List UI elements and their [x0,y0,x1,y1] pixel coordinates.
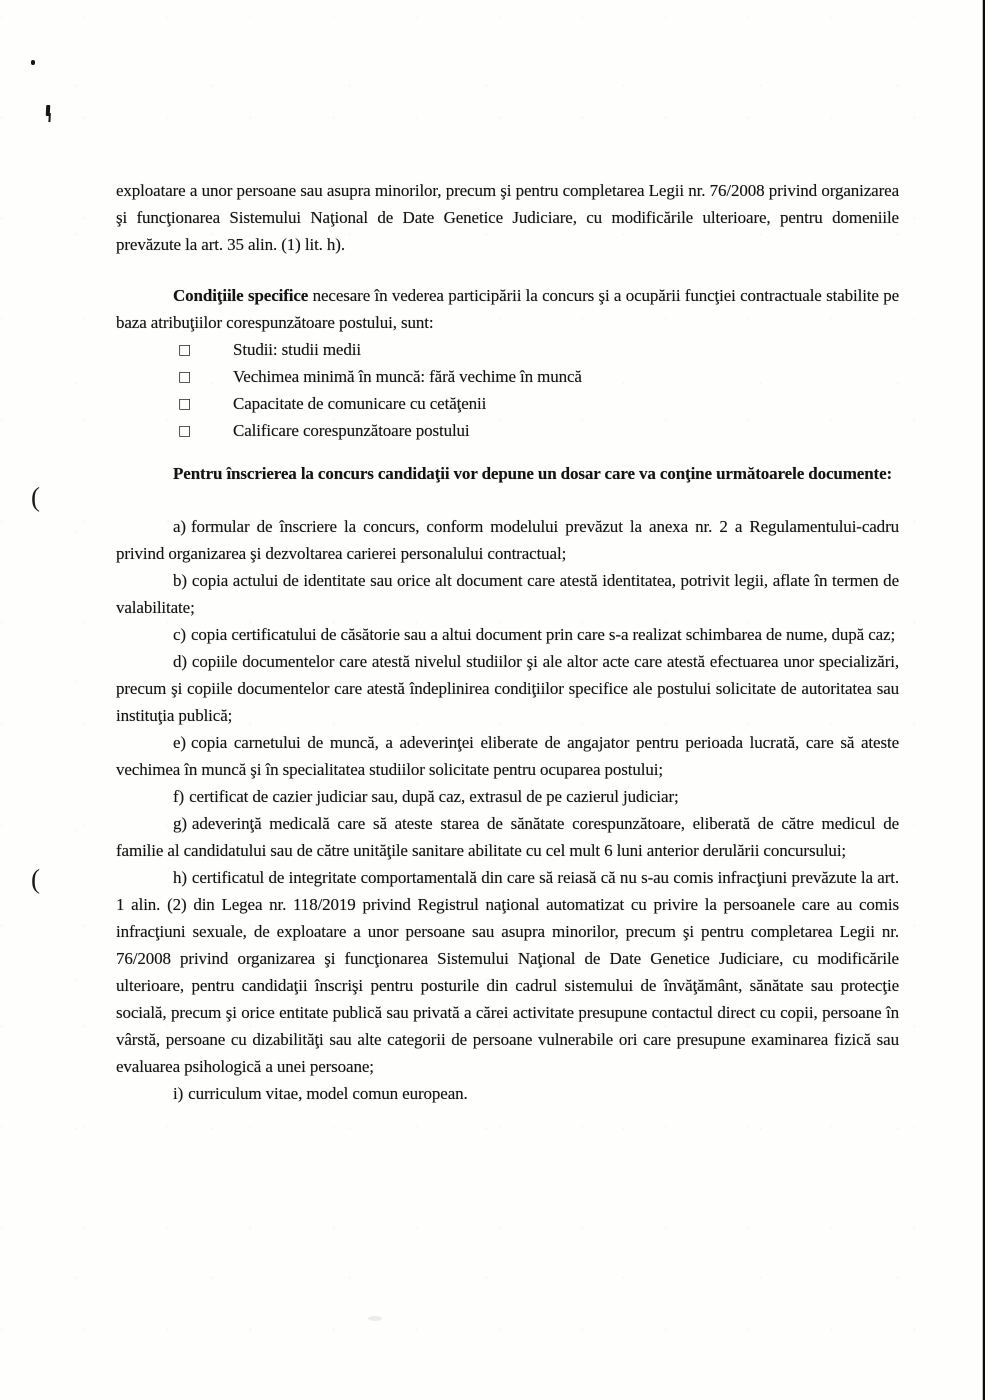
condition-item-studies [116,336,899,363]
condition-item-label: Vechimea minimă în muncă: fără vechime în muncă [233,367,582,386]
margin-paren-mark-top: ( [31,482,40,512]
document-item-letter: c) [173,625,186,644]
document-item-text: copia carnetului de muncă, a adeverinţei eliberate de angajator pentru perioada lucrată, care să ateste vechimea în muncă şi în specialitatea studiilor solicitate pentru ocuparea postului; [116,733,899,779]
margin-paren-mark-bottom: ( [31,864,40,894]
document-item-letter: g) [173,814,187,833]
document-item-text: copiile documentelor care atestă nivelul studiilor şi ale altor acte care atestă efectuarea unor specializări, precum şi copiile documentelor care atestă îndeplinirea condiţiilor specifice ale postului solicitate de autoritatea sau instituţia publică; [116,652,899,725]
document-item-d [116,648,899,729]
document-item-i [116,1080,899,1107]
scan-speck-dot [31,60,35,65]
document-item-c [116,621,899,648]
scan-smudge [368,1316,382,1321]
checkbox-bullet-icon: □ [178,396,192,412]
checkbox-bullet-icon: □ [178,342,192,358]
document-item-letter: h) [173,868,187,887]
document-item-h [116,864,899,1080]
document-item-text: copia actului de identitate sau orice alt document care atestă identitatea, potrivit legii, aflate în termen de valabilitate; [116,571,899,617]
document-item-text: curriculum vitae, model comun european. [188,1084,468,1103]
document-item-letter: i) [173,1084,184,1103]
document-item-text: copia certificatului de căsătorie sau a altui document prin care s-a realizat schimbarea de nume, după caz; [190,625,896,644]
scan-speck-mark [46,105,51,116]
document-item-a [116,513,899,567]
document-text-block [116,177,899,1107]
conditions-list [116,336,899,444]
paragraph-legal-continuation: exploatare a unor persoane sau asupra minorilor, precum şi pentru completarea Legii nr. 76/2008 privind organizarea şi funcţionarea Sistemului Naţional de Date Genetice Judiciare, cu modificările ulterioare, pentru domeniile prevăzute la art. 35 alin. (1) lit. h). [116,181,899,254]
dossier-heading: Pentru înscrierea la concurs candidaţii vor depune un dosar care va conţine următoarele documente: [173,464,893,483]
checkbox-bullet-icon: □ [178,369,192,385]
condition-item-communication [116,390,899,417]
document-item-g [116,810,899,864]
paragraph-specific-conditions [116,282,899,336]
condition-item-label: Calificare corespunzătoare postului [233,421,470,440]
condition-item-seniority [116,363,899,390]
checkbox-bullet-icon: □ [178,423,192,439]
specific-conditions-lead: Condiţiile specifice [173,286,309,305]
document-item-letter: b) [173,571,187,590]
specific-conditions-rest: necesare în vederea participării la concurs şi a ocupării funcţiei contractuale stabilite pe baza atribuţiilor corespunzătoare postului, sunt: [116,286,899,332]
document-item-e [116,729,899,783]
document-item-letter: d) [173,652,187,671]
document-item-text: formular de înscriere la concurs, conform modelului prevăzut la anexa nr. 2 a Regulamentului-cadru privind organizarea şi dezvoltarea carierei personalului contractual; [116,517,899,563]
document-item-letter: a) [173,517,186,536]
document-item-letter: f) [173,787,185,806]
scanner-edge-line [983,0,985,1400]
condition-item-label: Studii: studii medii [233,340,361,359]
condition-item-qualification [116,417,899,444]
documents-list [116,513,899,1107]
condition-item-label: Capacitate de comunicare cu cetăţenii [233,394,487,413]
document-item-text: certificatul de integritate comportamentală din care să reiasă că nu s-au comis infracţiuni prevăzute la art. 1 alin. (2) din Legea nr. 118/2019 privind Registrul naţional automatizat cu privire la persoanele care au comis infracţiuni sexuale, de exploatare a unor persoane sau asupra minorilor, precum şi pentru completarea Legii nr. 76/2008 privind organizarea şi funcţionarea Sistemului Naţional de Date Genetice Judiciare, cu modificările ulterioare, pentru candidaţii înscrişi pentru posturile din cadrul sistemului de învăţământ, sănătate sau protecţie socială, precum şi orice entitate publică sau privată a cărei activitate presupune contactul direct cu copii, persoane în vârstă, persoane cu dizabilităţi sau alte categorii de persoane vulnerabile ori care presupune examinarea fizică sau evaluarea psihologică a unei persoane; [116,868,899,1076]
document-item-letter: e) [173,733,186,752]
document-item-b [116,567,899,621]
document-item-text: adeverinţă medicală care să ateste starea de sănătate corespunzătoare, eliberată de către medicul de familie al candidatului sau de către unităţile sanitare abilitate cu cel mult 6 luni anterior derulării concursului; [116,814,899,860]
document-item-f [116,783,899,810]
document-item-text: certificat de cazier judiciar sau, după caz, extrasul de pe cazierul judiciar; [189,787,679,806]
